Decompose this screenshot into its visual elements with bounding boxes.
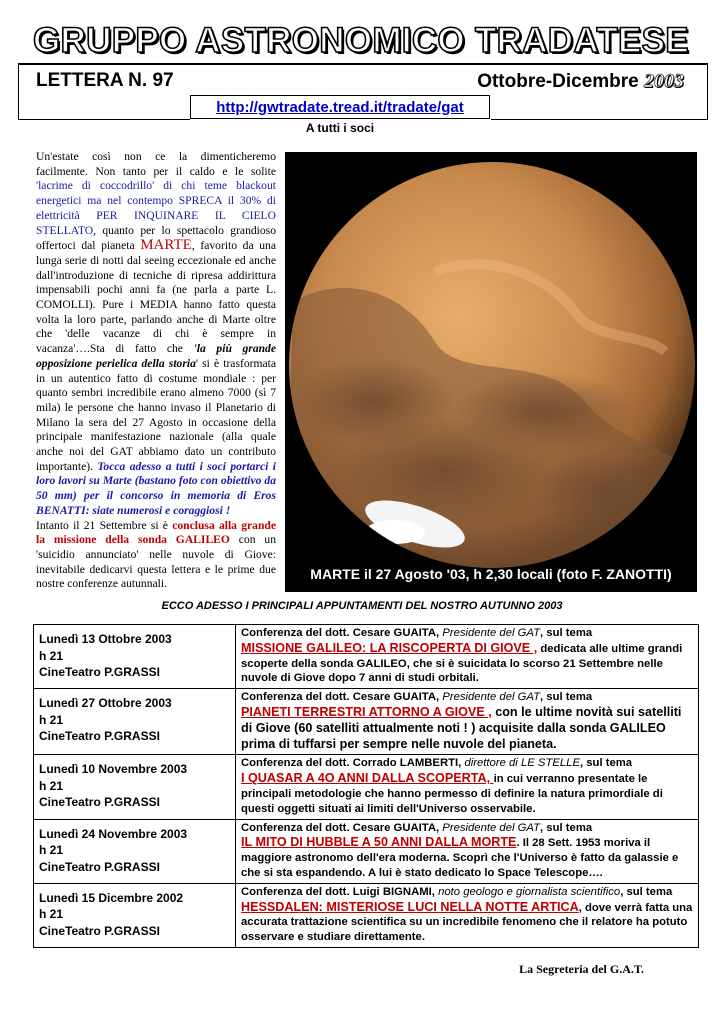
event-speaker-role: noto geologo e giornalista scientifico xyxy=(438,885,621,898)
mars-image xyxy=(285,152,697,592)
event-speaker: Conferenza del dott. Cesare GUAITA, xyxy=(241,627,443,639)
event-place: CineTeatro P.GRASSI xyxy=(39,859,160,874)
article-text: Un'estate così non ce la dimenticheremo facilmente. Non tanto per il caldo e le solite xyxy=(36,150,276,178)
events-table xyxy=(33,624,699,948)
header-frame-bottom-right xyxy=(491,119,707,120)
event-speaker: Conferenza del dott. Corrado LAMBERTI, xyxy=(241,757,465,770)
event-description xyxy=(236,625,699,689)
event-desc: . Il 28 Sett. 1953 moriva il maggiore astronomo dell'era moderna. Scoprì che l'Universo è fatto da galassie e che si sta espandendo. A lui è stato dedicato lo Space Telescope…. xyxy=(241,837,679,879)
article-text-red: conclusa alla grande la missione della sonda GALILEO xyxy=(36,518,276,547)
period-label: Ottobre-Dicembre xyxy=(477,71,639,92)
event-date: Lunedì 24 Novembre 2003 xyxy=(39,826,188,841)
table-row xyxy=(34,883,699,947)
event-speaker-role: Presidente del GAT xyxy=(442,821,541,834)
table-row xyxy=(34,755,699,819)
header-frame-left xyxy=(18,63,19,120)
event-speaker-tail: , sul tema xyxy=(540,691,593,704)
event-speaker-role: Presidente del GAT xyxy=(442,691,541,704)
issue-period xyxy=(477,70,684,93)
article-text: con un 'suicidio annunciato' nelle nuvole di Giove: inevitabile dedicarvi questa lettera e le prime due nostre conferenze autunnali. xyxy=(36,533,276,591)
table-row xyxy=(34,689,699,755)
article-call-to-action: Tocca adesso a tutti i soci portarci i loro lavori su Marte (bastano foto con obiettivo da 50 mm) per il concorso in memoria di Eros BENATTI: siate numerosi e coraggiosi ! xyxy=(36,459,276,517)
event-topic: MISSIONE GALILEO: LA RISCOPERTA DI GIOVE , xyxy=(241,640,538,655)
event-topic: PIANETI TERRESTRI ATTORNO A GIOVE , xyxy=(241,704,492,719)
event-date: Lunedì 13 Ottobre 2003 xyxy=(39,632,172,646)
event-speaker-tail: , sul tema xyxy=(540,627,593,639)
event-speaker: Conferenza del dott. Luigi BIGNAMI, xyxy=(241,885,439,898)
event-topic: HESSDALEN: MISTERIOSE LUCI NELLA NOTTE ARTICA xyxy=(241,899,579,914)
event-place: CineTeatro P.GRASSI xyxy=(39,923,160,938)
article-text: , quanto per lo spettacolo grandioso offertoci dal pianeta xyxy=(36,223,276,253)
event-place: CineTeatro P.GRASSI xyxy=(39,665,160,679)
title-divider xyxy=(18,63,708,65)
event-topic: I QUASAR A 4O ANNI DALLA SCOPERTA, xyxy=(241,771,494,786)
table-row xyxy=(34,625,699,689)
event-time: h 21 xyxy=(39,778,64,793)
event-date: Lunedì 15 Dicembre 2002 xyxy=(39,890,184,905)
signature: La Segreteria del G.A.T. xyxy=(519,962,644,976)
event-desc: in cui verranno presentate le principali metodologie che hanno permesso di definire la natura primordiale di questi oggetti situati ai limiti dell'Universo osservabile. xyxy=(241,773,663,815)
period-year: 2003 xyxy=(644,70,684,92)
photo-caption: MARTE il 27 Agosto '03, h 2,30 locali (foto F. ZANOTTI) xyxy=(310,566,672,582)
event-when xyxy=(34,755,236,819)
event-desc: con le ultime novità sui satelliti di Giove (60 satelliti attualmente noti ! ) acquisite dalla sonda GALILEO prima di tuffarsi per sempre nelle nuvole del pianeta. xyxy=(241,704,682,751)
event-place: CineTeatro P.GRASSI xyxy=(39,795,160,810)
event-description xyxy=(236,883,699,947)
mars-photo xyxy=(285,152,697,592)
event-time: h 21 xyxy=(39,648,64,663)
event-topic: IL MITO DI HUBBLE A 50 ANNI DALLA MORTE xyxy=(241,835,517,850)
event-description xyxy=(236,755,699,819)
event-when xyxy=(34,689,236,755)
article-text: Intanto il 21 Settembre si è xyxy=(36,518,173,532)
event-speaker-tail: , sul tema xyxy=(579,757,633,770)
editorial-article xyxy=(36,150,276,592)
header-frame-right xyxy=(707,63,708,120)
event-speaker: Conferenza del dott. Cesare GUAITA, xyxy=(241,821,443,834)
event-description xyxy=(236,819,699,883)
event-speaker-tail: , sul tema xyxy=(540,821,593,834)
article-marte: MARTE xyxy=(140,237,192,254)
event-place: CineTeatro P.GRASSI xyxy=(39,729,160,744)
event-when xyxy=(34,819,236,883)
greeting: A tutti i soci xyxy=(305,121,375,135)
newsletter-title: GRUPPO ASTRONOMICO TRADATESE xyxy=(33,21,689,60)
event-description xyxy=(236,689,699,755)
event-when xyxy=(34,625,236,689)
event-desc: , dove verrà fatta una accurata trattazione scientifica su un incredibile fenomeno che il relatore ha potuto osservare e studiare direttamente. xyxy=(241,901,693,944)
event-time: h 21 xyxy=(39,907,64,922)
header-frame-bottom-left xyxy=(18,119,190,120)
event-speaker-role: Presidente del GAT xyxy=(442,627,541,639)
event-when xyxy=(34,883,236,947)
event-speaker-tail: , sul tema xyxy=(620,885,673,898)
events-section-title: ECCO ADESSO I PRINCIPALI APPUNTAMENTI DEL NOSTRO AUTUNNO 2003 xyxy=(161,600,563,612)
event-time: h 21 xyxy=(39,712,64,727)
article-text-emphasis: 'la più grande opposizione perielica della storia xyxy=(36,342,277,370)
event-desc: dedicata alle ultime grandi scoperte della sonda GALILEO, che si è suicidata lo scorso 21 Settembre nelle nuvole di Giove dopo 7 anni di studi orbitali. xyxy=(241,642,683,685)
website-link[interactable]: http://gwtradate.tread.it/tradate/gat xyxy=(216,98,464,116)
event-speaker-role: direttore di LE STELLE xyxy=(464,757,580,770)
event-time: h 21 xyxy=(39,843,64,858)
article-text: , favorito da una lunga serie di notti dal seeing eccezionale ed anche dall'introduzione di tecniche di ripresa addirittura impensabili pochi anni fa (ne parla a parte L. COMOLLI). Pure i MEDIA hanno fatto questa volta la loro parte, parlando anche di Marte oltre che 'delle vacanze di chi è sempre in vacanza'….Sta di fatto che xyxy=(36,239,276,356)
article-text-blue: 'lacrime di coccodrillo' di chi teme blackout energetici ma nel contempo SPRECA il 30% di elettricità PER INQUINARE IL CIELO STELLATO xyxy=(36,179,276,237)
event-date: Lunedì 10 Novembre 2003 xyxy=(39,762,188,777)
article-text: ' si è trasformata in un autentico fatto di costume mondiale : per quanto sembri incredibile erano almeno 7000 (sì 7 mila) le persone che hanno invaso il Planetario di Milano la sera del 27 Agosto in occasione della principale manifestazione nazionale (alla quale anche noi del GAT abbiamo dato un contributo importante). xyxy=(36,356,277,473)
url-box xyxy=(190,95,490,119)
issue-number: LETTERA N. 97 xyxy=(36,70,174,91)
event-date: Lunedì 27 Ottobre 2003 xyxy=(39,696,172,711)
event-speaker: Conferenza del dott. Cesare GUAITA, xyxy=(241,691,443,704)
table-row xyxy=(34,819,699,883)
